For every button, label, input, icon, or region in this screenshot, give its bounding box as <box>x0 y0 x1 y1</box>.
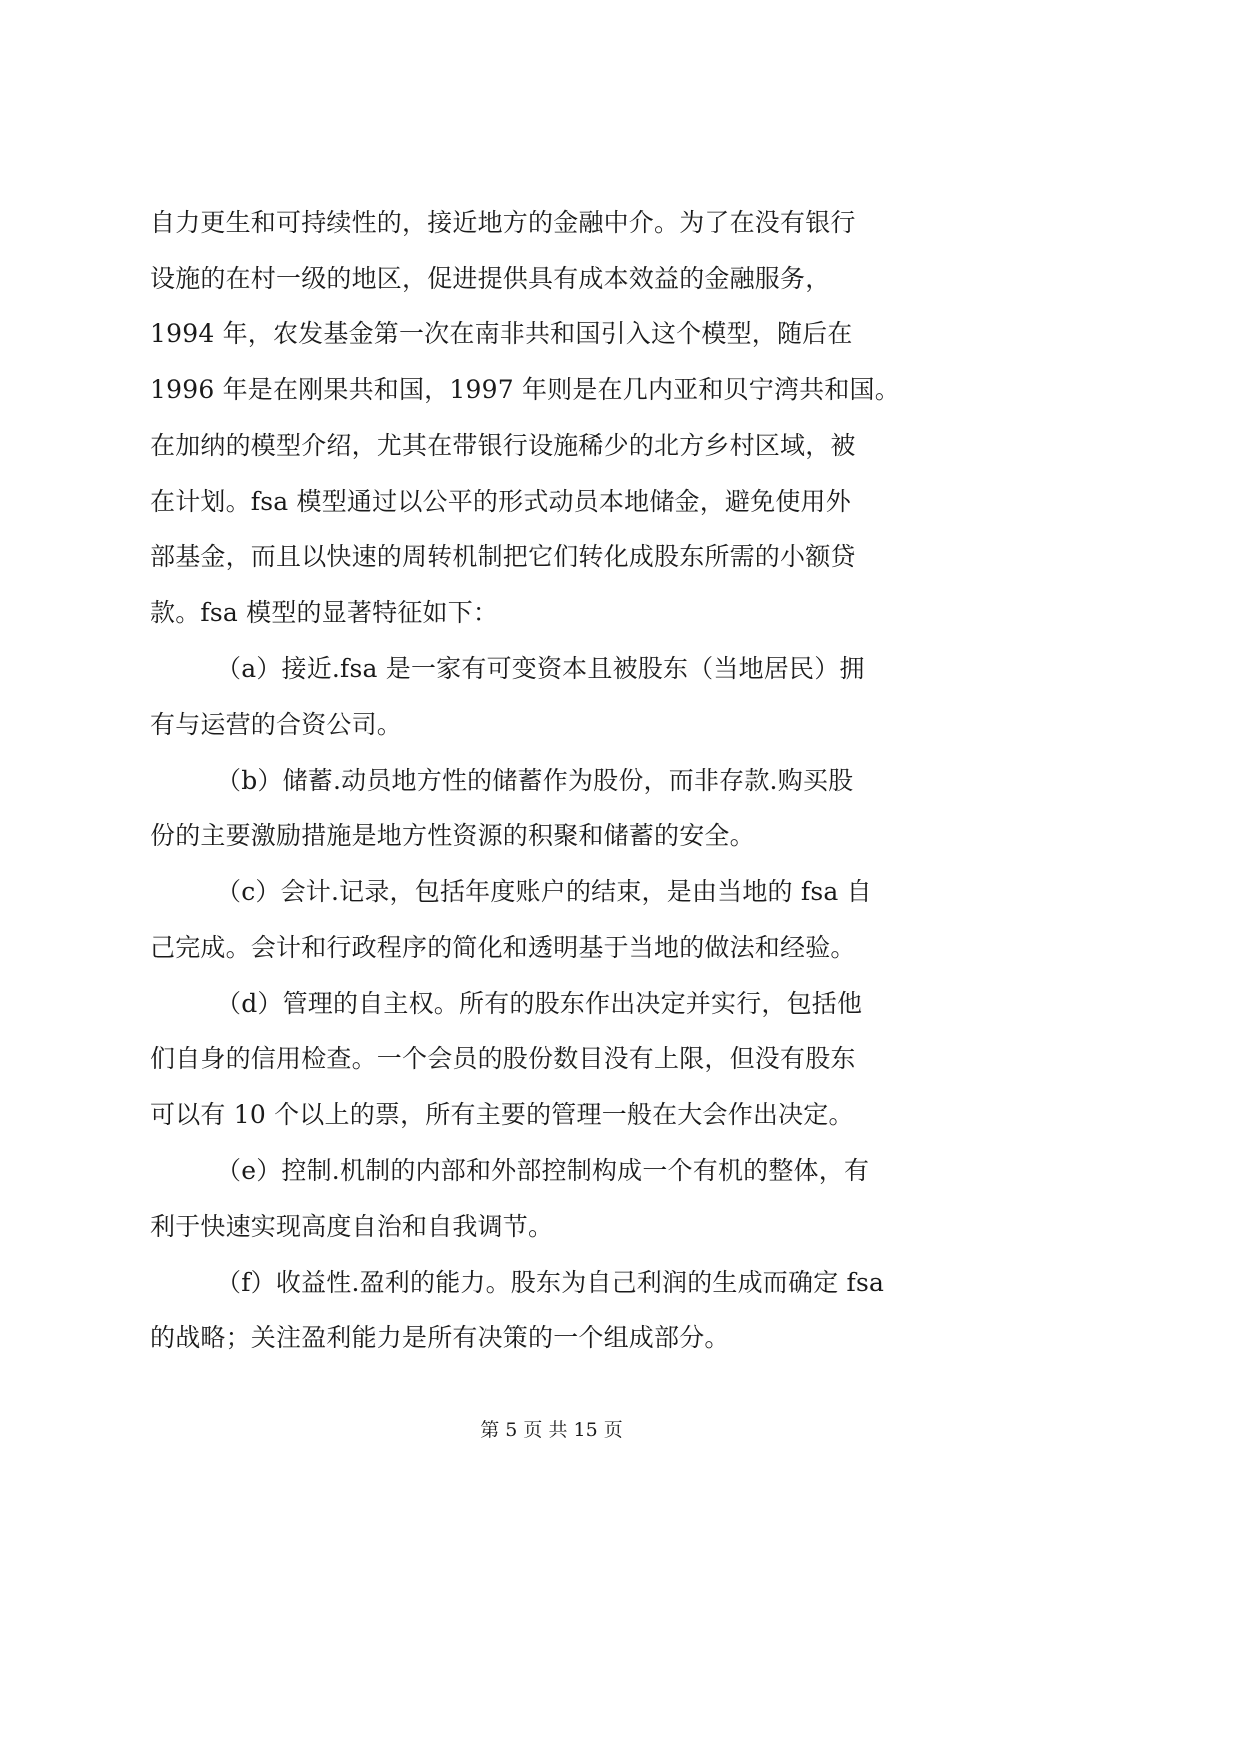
text-line: 可以有 10 个以上的票，所有主要的管理一般在大会作出决定。 <box>150 1100 854 1129</box>
text-line: 部基金，而且以快速的周转机制把它们转化成股东所需的小额贷 <box>150 542 856 571</box>
text-line: （e）控制.机制的内部和外部控制构成一个有机的整体，有 <box>216 1156 870 1185</box>
text-line: 在计划。fsa 模型通过以公平的形式动员本地储金，避免使用外 <box>150 487 851 516</box>
text-line: 自力更生和可持续性的，接近地方的金融中介。为了在没有银行 <box>150 208 856 237</box>
page-number-footer: 第 5 页 共 15 页 <box>480 1419 623 1441</box>
text-line: 在加纳的模型介绍，尤其在带银行设施稀少的北方乡村区域，被 <box>150 431 856 460</box>
text-line: 1994 年，农发基金第一次在南非共和国引入这个模型，随后在 <box>150 319 853 348</box>
text-line: 款。fsa 模型的显著特征如下： <box>150 598 499 627</box>
text-line: （c）会计.记录，包括年度账户的结束，是由当地的 fsa 自 <box>216 877 872 906</box>
text-line: （a）接近.fsa 是一家有可变资本且被股东（当地居民）拥 <box>216 654 865 683</box>
text-line: 己完成。会计和行政程序的简化和透明基于当地的做法和经验。 <box>150 933 856 962</box>
text-line: 份的主要激励措施是地方性资源的积聚和储蓄的安全。 <box>150 821 755 850</box>
text-line: （f）收益性.盈利的能力。股东为自己利润的生成而确定 fsa <box>216 1268 885 1297</box>
text-line: 的战略；关注盈利能力是所有决策的一个组成部分。 <box>150 1323 730 1352</box>
text-line: 设施的在村一级的地区，促进提供具有成本效益的金融服务， <box>150 264 831 293</box>
text-line: （d）管理的自主权。所有的股东作出决定并实行，包括他 <box>216 989 863 1018</box>
text-line: 有与运营的合资公司。 <box>150 710 403 739</box>
text-line: 1996 年是在刚果共和国，1997 年则是在几内亚和贝宁湾共和国。 <box>150 375 900 404</box>
text-line: 利于快速实现高度自治和自我调节。 <box>150 1212 554 1241</box>
text-line: （b）储蓄.动员地方性的储蓄作为股份，而非存款.购买股 <box>216 766 854 795</box>
text-line: 们自身的信用检查。一个会员的股份数目没有上限，但没有股东 <box>150 1044 856 1073</box>
